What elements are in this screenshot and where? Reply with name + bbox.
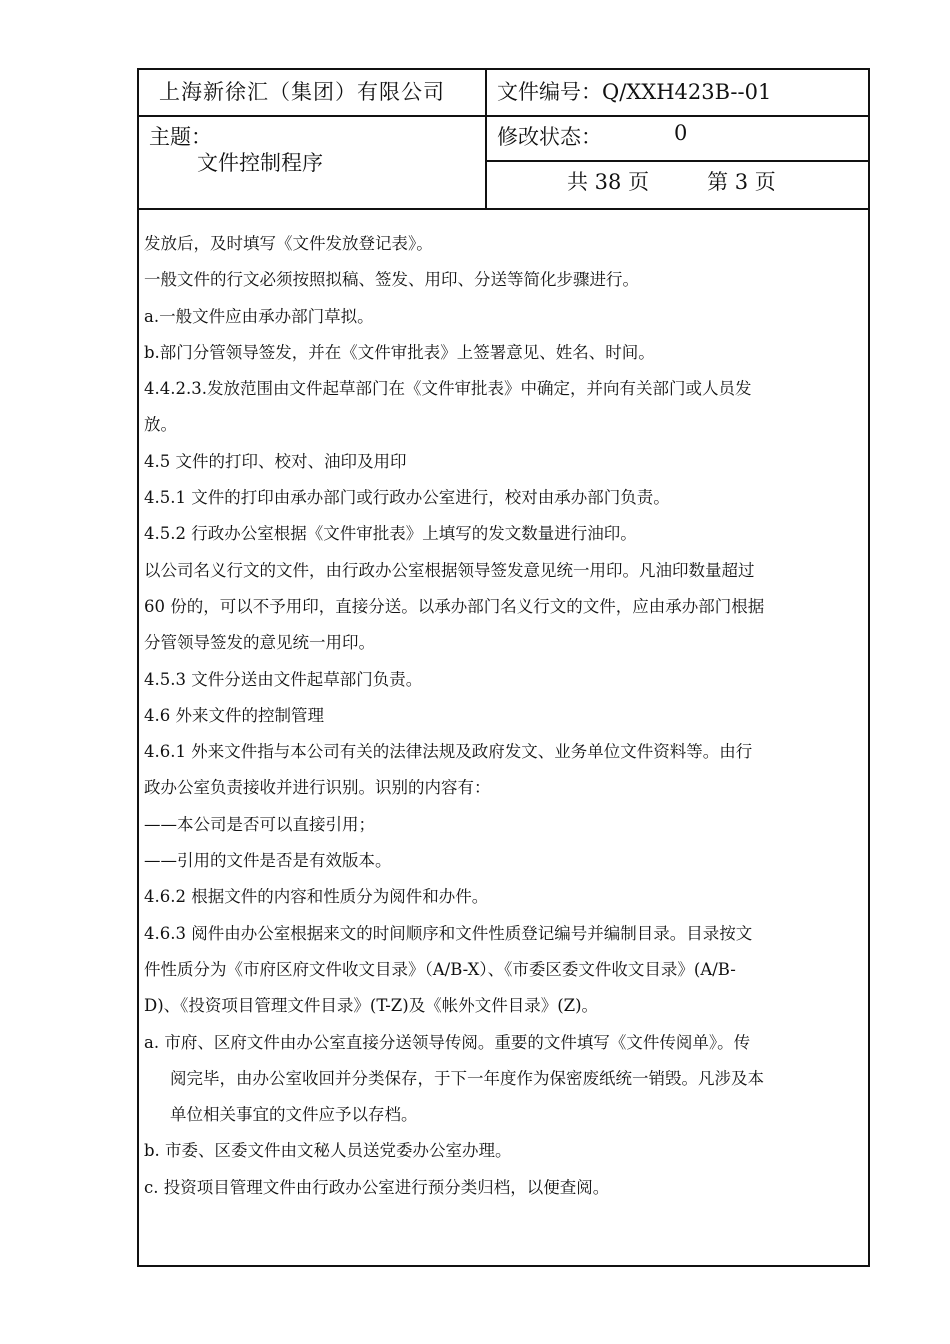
body-line: 4.4.2.3.发放范围由文件起草部门在《文件审批表》中确定，并向有关部门或人员发	[144, 379, 752, 399]
body-line: 60 份的，可以不予用印，直接分送。以承办部门名义行文的文件，应由承办部门根据	[144, 596, 765, 616]
body-line: 放。	[144, 415, 177, 435]
document-number: 文件编号：Q/XXH423B--01	[497, 80, 772, 104]
header-divider	[139, 115, 485, 117]
body-line: 政办公室负责接收并进行识别。识别的内容有：	[144, 778, 491, 798]
revision-label: 修改状态：	[497, 125, 602, 149]
body-line: 4.5 文件的打印、校对、油印及用印	[144, 451, 407, 471]
page-info	[567, 166, 776, 196]
body-line: 阅完毕，由办公室收回并分类保存，于下一年度作为保密废纸统一销毁。凡涉及本	[170, 1068, 764, 1088]
body-line: D)、《投资项目管理文件目录》(T-Z)及《帐外文件目录》(Z)。	[144, 996, 599, 1016]
body-line: c. 投资项目管理文件由行政办公室进行预分类归档，以便查阅。	[144, 1177, 610, 1197]
body-line: 4.6.3 阅件由办公室根据来文的时间顺序和文件性质登记编号并编制目录。目录按文	[144, 923, 753, 943]
body-line: 4.6.2 根据文件的内容和性质分为阅件和办件。	[144, 887, 489, 907]
body-line: b. 市委、区委文件由文秘人员送党委办公室办理。	[144, 1141, 512, 1161]
header-divider	[485, 70, 487, 208]
body-line: 一般文件的行文必须按照拟稿、签发、用印、分送等简化步骤进行。	[144, 270, 639, 290]
body-line: 4.5.1 文件的打印由承办部门或行政办公室进行，校对由承办部门负责。	[144, 488, 670, 508]
subject-title: 文件控制程序	[197, 151, 323, 175]
body-line: 4.5.3 文件分送由文件起草部门负责。	[144, 669, 423, 689]
document-header-table	[139, 70, 868, 210]
revision-value: 0	[674, 121, 688, 145]
body-line: 件性质分为《市府区府文件收文目录》（A/B-X）、《市委区委文件收文目录》(A/B-	[144, 959, 736, 979]
body-line: b.部门分管领导签发，并在《文件审批表》上签署意见、姓名、时间。	[144, 342, 655, 362]
document-frame	[137, 68, 870, 1267]
current-page: 第 3 页	[707, 170, 776, 194]
body-line: 单位相关事宜的文件应予以存档。	[170, 1105, 418, 1125]
body-line: 发放后，及时填写《文件发放登记表》。	[144, 234, 433, 253]
body-line: 4.5.2 行政办公室根据《文件审批表》上填写的发文数量进行油印。	[144, 524, 637, 544]
body-line: ——引用的文件是否是有效版本。	[144, 851, 392, 871]
header-divider	[485, 115, 868, 117]
body-line: 分管领导签发的意见统一用印。	[144, 633, 375, 653]
body-line: 4.6.1 外来文件指与本公司有关的法律法规及政府发文、业务单位文件资料等。由行	[144, 742, 753, 762]
body-line: ——本公司是否可以直接引用；	[144, 814, 375, 834]
body-line: 4.6 外来文件的控制管理	[144, 705, 324, 725]
subject-label: 主题：	[149, 125, 212, 149]
body-line: 以公司名义行文的文件，由行政办公室根据领导签发意见统一用印。凡油印数量超过	[144, 560, 755, 580]
document-body	[144, 226, 864, 1206]
body-line: a. 市府、区府文件由办公室直接分送领导传阅。重要的文件填写《文件传阅单》。传	[144, 1032, 751, 1052]
header-divider	[485, 160, 868, 162]
total-pages: 共 38 页	[567, 170, 650, 194]
body-line: a.一般文件应由承办部门草拟。	[144, 306, 374, 326]
company-name: 上海新徐汇（集团）有限公司	[159, 80, 445, 104]
